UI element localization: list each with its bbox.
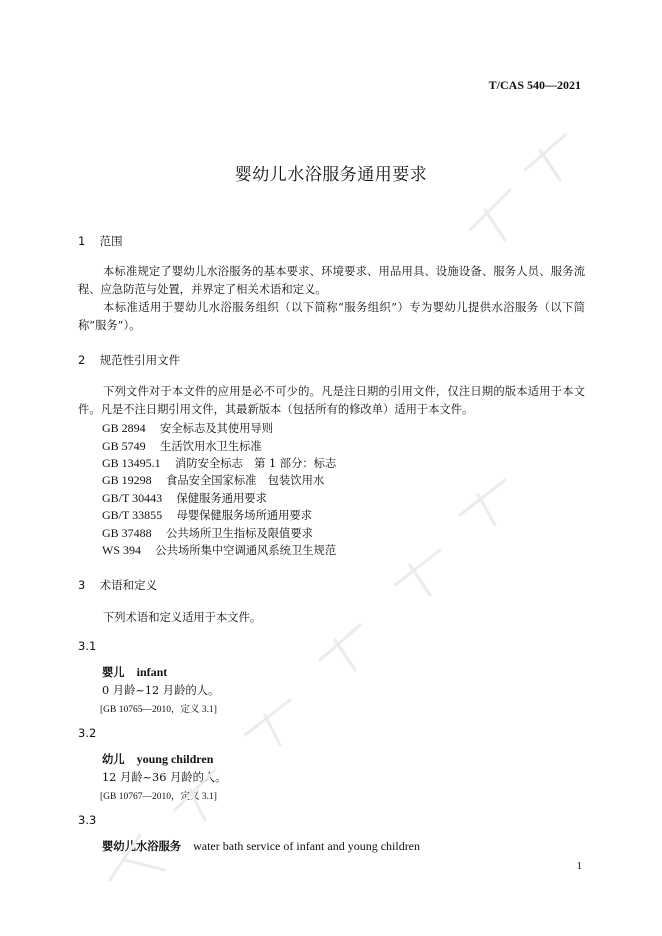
document-title: 婴幼儿水浴服务通用要求	[234, 165, 428, 185]
standard-code: T/CAS 540—2021	[488, 78, 581, 92]
reference-code: GB 2894	[102, 421, 146, 435]
term-number: 3.1	[78, 639, 97, 653]
reference-title: 公共场所集中空调通风系统卫生规范	[155, 544, 337, 557]
scope-paragraph-1: 本标准规定了婴幼儿水浴服务的基本要求、环境要求、用品用具、设施设备、服务人员、服务流程、应急防范与处置，并界定了相关术语和定义。	[78, 265, 585, 296]
term-source: [GB 10767—2010，定义 3.1]	[100, 792, 217, 802]
reference-title: 母婴保健服务场所通用要求	[176, 509, 313, 522]
term-chinese: 婴幼儿水浴服务	[102, 840, 182, 853]
term-english: water bath service of infant and young children	[193, 839, 421, 853]
term-source: [GB 10765—2010，定义 3.1]	[100, 705, 217, 715]
section-heading-normative-references	[78, 352, 180, 368]
reference-item	[102, 542, 336, 558]
section-heading-terms	[78, 577, 157, 593]
reference-title: 食品安全国家标准 包装饮用水	[166, 474, 325, 487]
reference-title: 保健服务通用要求	[176, 492, 267, 505]
term-entry	[102, 664, 167, 680]
references-intro-paragraph: 下列文件对于本文件的应用是必不可少的。凡是注日期的引用文件，仅注日期的版本适用于本文件。凡是不注日期引用文件，其最新版本（包括所有的修改单）适用于本文件。	[78, 385, 585, 416]
reference-code: WS 394	[102, 543, 141, 557]
reference-code: GB/T 30443	[102, 491, 163, 505]
reference-item	[102, 420, 273, 436]
term-chinese: 婴儿	[102, 666, 125, 679]
reference-item	[102, 455, 336, 471]
term-definition: 0 月龄~12 月龄的人。	[102, 684, 220, 697]
reference-item	[102, 472, 324, 488]
term-english: infant	[136, 665, 168, 679]
reference-title: 公共场所卫生指标及限值要求	[166, 527, 313, 540]
term-entry	[102, 751, 213, 767]
section-title: 术语和定义	[99, 578, 158, 592]
term-chinese: 幼儿	[102, 753, 125, 766]
reference-code: GB 37488	[102, 526, 152, 540]
scope-paragraph-2: 本标准适用于婴幼儿水浴服务组织（以下简称“服务组织”）专为婴幼儿提供水浴服务（以下简称“服务”）。	[78, 301, 585, 332]
reference-item	[102, 525, 313, 541]
term-definition: 12 月龄~36 月龄的人。	[102, 771, 227, 784]
section-number: 3	[78, 578, 86, 592]
page-number: 1	[576, 860, 582, 872]
term-number: 3.3	[78, 813, 97, 827]
section-title: 规范性引用文件	[99, 353, 181, 367]
reference-code: GB 5749	[102, 439, 146, 453]
section-heading-scope	[78, 233, 123, 249]
reference-code: GB 13495.1	[102, 456, 161, 470]
section-number: 2	[78, 353, 86, 367]
section-title: 范围	[99, 234, 123, 248]
section-number: 1	[78, 234, 86, 248]
reference-code: GB/T 33855	[102, 508, 163, 522]
reference-title: 生活饮用水卫生标准	[160, 440, 262, 453]
term-number: 3.2	[78, 726, 97, 740]
reference-item	[102, 490, 267, 506]
terms-intro-paragraph: 下列术语和定义适用于本文件。	[103, 611, 262, 624]
reference-item	[102, 507, 312, 523]
reference-title: 消防安全标志 第 1 部分：标志	[175, 457, 337, 470]
reference-code: GB 19298	[102, 473, 152, 487]
reference-item	[102, 438, 262, 454]
reference-title: 安全标志及其使用导则	[160, 422, 274, 435]
term-entry	[102, 838, 420, 854]
term-english: young children	[136, 752, 214, 766]
